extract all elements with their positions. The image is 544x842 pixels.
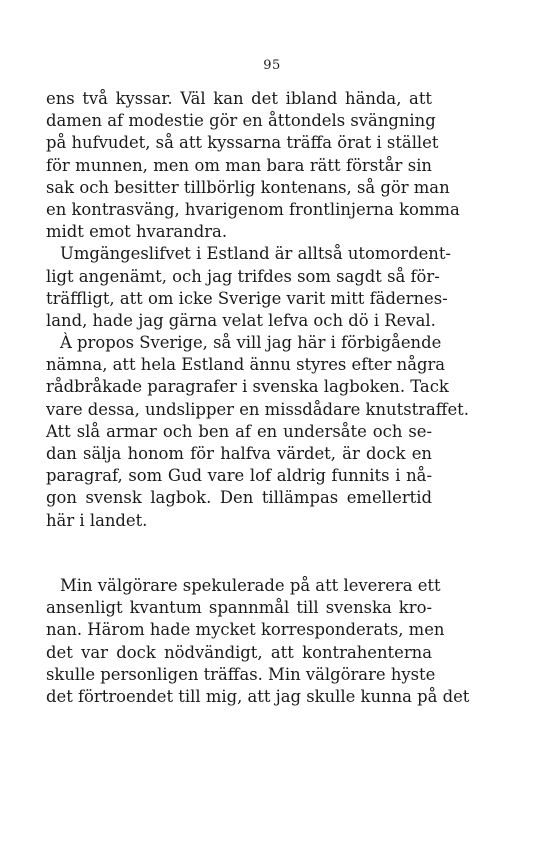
text-line: Min välgörare spekulerade på att leverera ett	[60, 576, 441, 595]
text-line: À propos Sverige, så vill jag här i förbigående	[60, 333, 442, 353]
text-line: sak och besitter tillbörlig kontenans, så gör man	[46, 177, 450, 197]
text-line: midt emot hvarandra.	[46, 222, 228, 242]
text-line: ligt angenämt, och jag trifdes som sagdt så för-	[46, 266, 440, 286]
text-line: land, hade jag gärna velat lefva och dö i Reval.	[46, 310, 436, 330]
page-number: 95	[263, 58, 281, 73]
text-line: gon svensk lagbok. Den tillämpas emellertid	[46, 488, 432, 508]
text-line: rådbråkade paragrafer i svenska lagboken. Tack	[46, 377, 449, 397]
text-line: nämna, att hela Estland ännu styres efter några	[46, 355, 446, 375]
text-line: på hufvudet, så att kyssarna träffa örat i stället	[46, 133, 439, 153]
text-line: för munnen, men om man bara rätt förstår sin	[46, 155, 432, 175]
text-line: träffligt, att om icke Sverige varit mitt fädernes-	[46, 288, 448, 308]
text-line: ens två kyssar. Väl kan det ibland hända, att	[46, 89, 432, 108]
text-line: här i landet.	[46, 510, 148, 530]
text-line: nan. Härom hade mycket korresponderats, men	[46, 620, 445, 640]
text-line: dan sälja honom för halfva värdet, är dock en	[46, 444, 432, 463]
text-line: en kontrasväng, hvarigenom frontlinjerna komma	[46, 199, 460, 219]
text-line: damen af modestie gör en åttondels svängning	[46, 111, 436, 131]
text-line: det förtroendet till mig, att jag skulle kunna på det	[46, 686, 470, 706]
text-line: Umgängeslifvet i Estland är alltså utomordent-	[60, 244, 451, 264]
text-line: paragraf, som Gud vare lof aldrig funnits i nå-	[46, 466, 432, 486]
text-line: det var dock nödvändigt, att kontrahenterna	[46, 642, 432, 662]
body-text-block	[46, 88, 469, 532]
text-line: vare dessa, undslipper en missdådare knutstraffet.	[46, 399, 469, 419]
body-text-block	[46, 575, 470, 708]
text-line: ansenligt kvantum spannmål till svenska kro-	[46, 598, 432, 618]
text-line: skulle personligen träffas. Min välgörare hyste	[46, 664, 436, 684]
text-line: Att slå armar och ben af en undersåte och se-	[46, 421, 432, 441]
